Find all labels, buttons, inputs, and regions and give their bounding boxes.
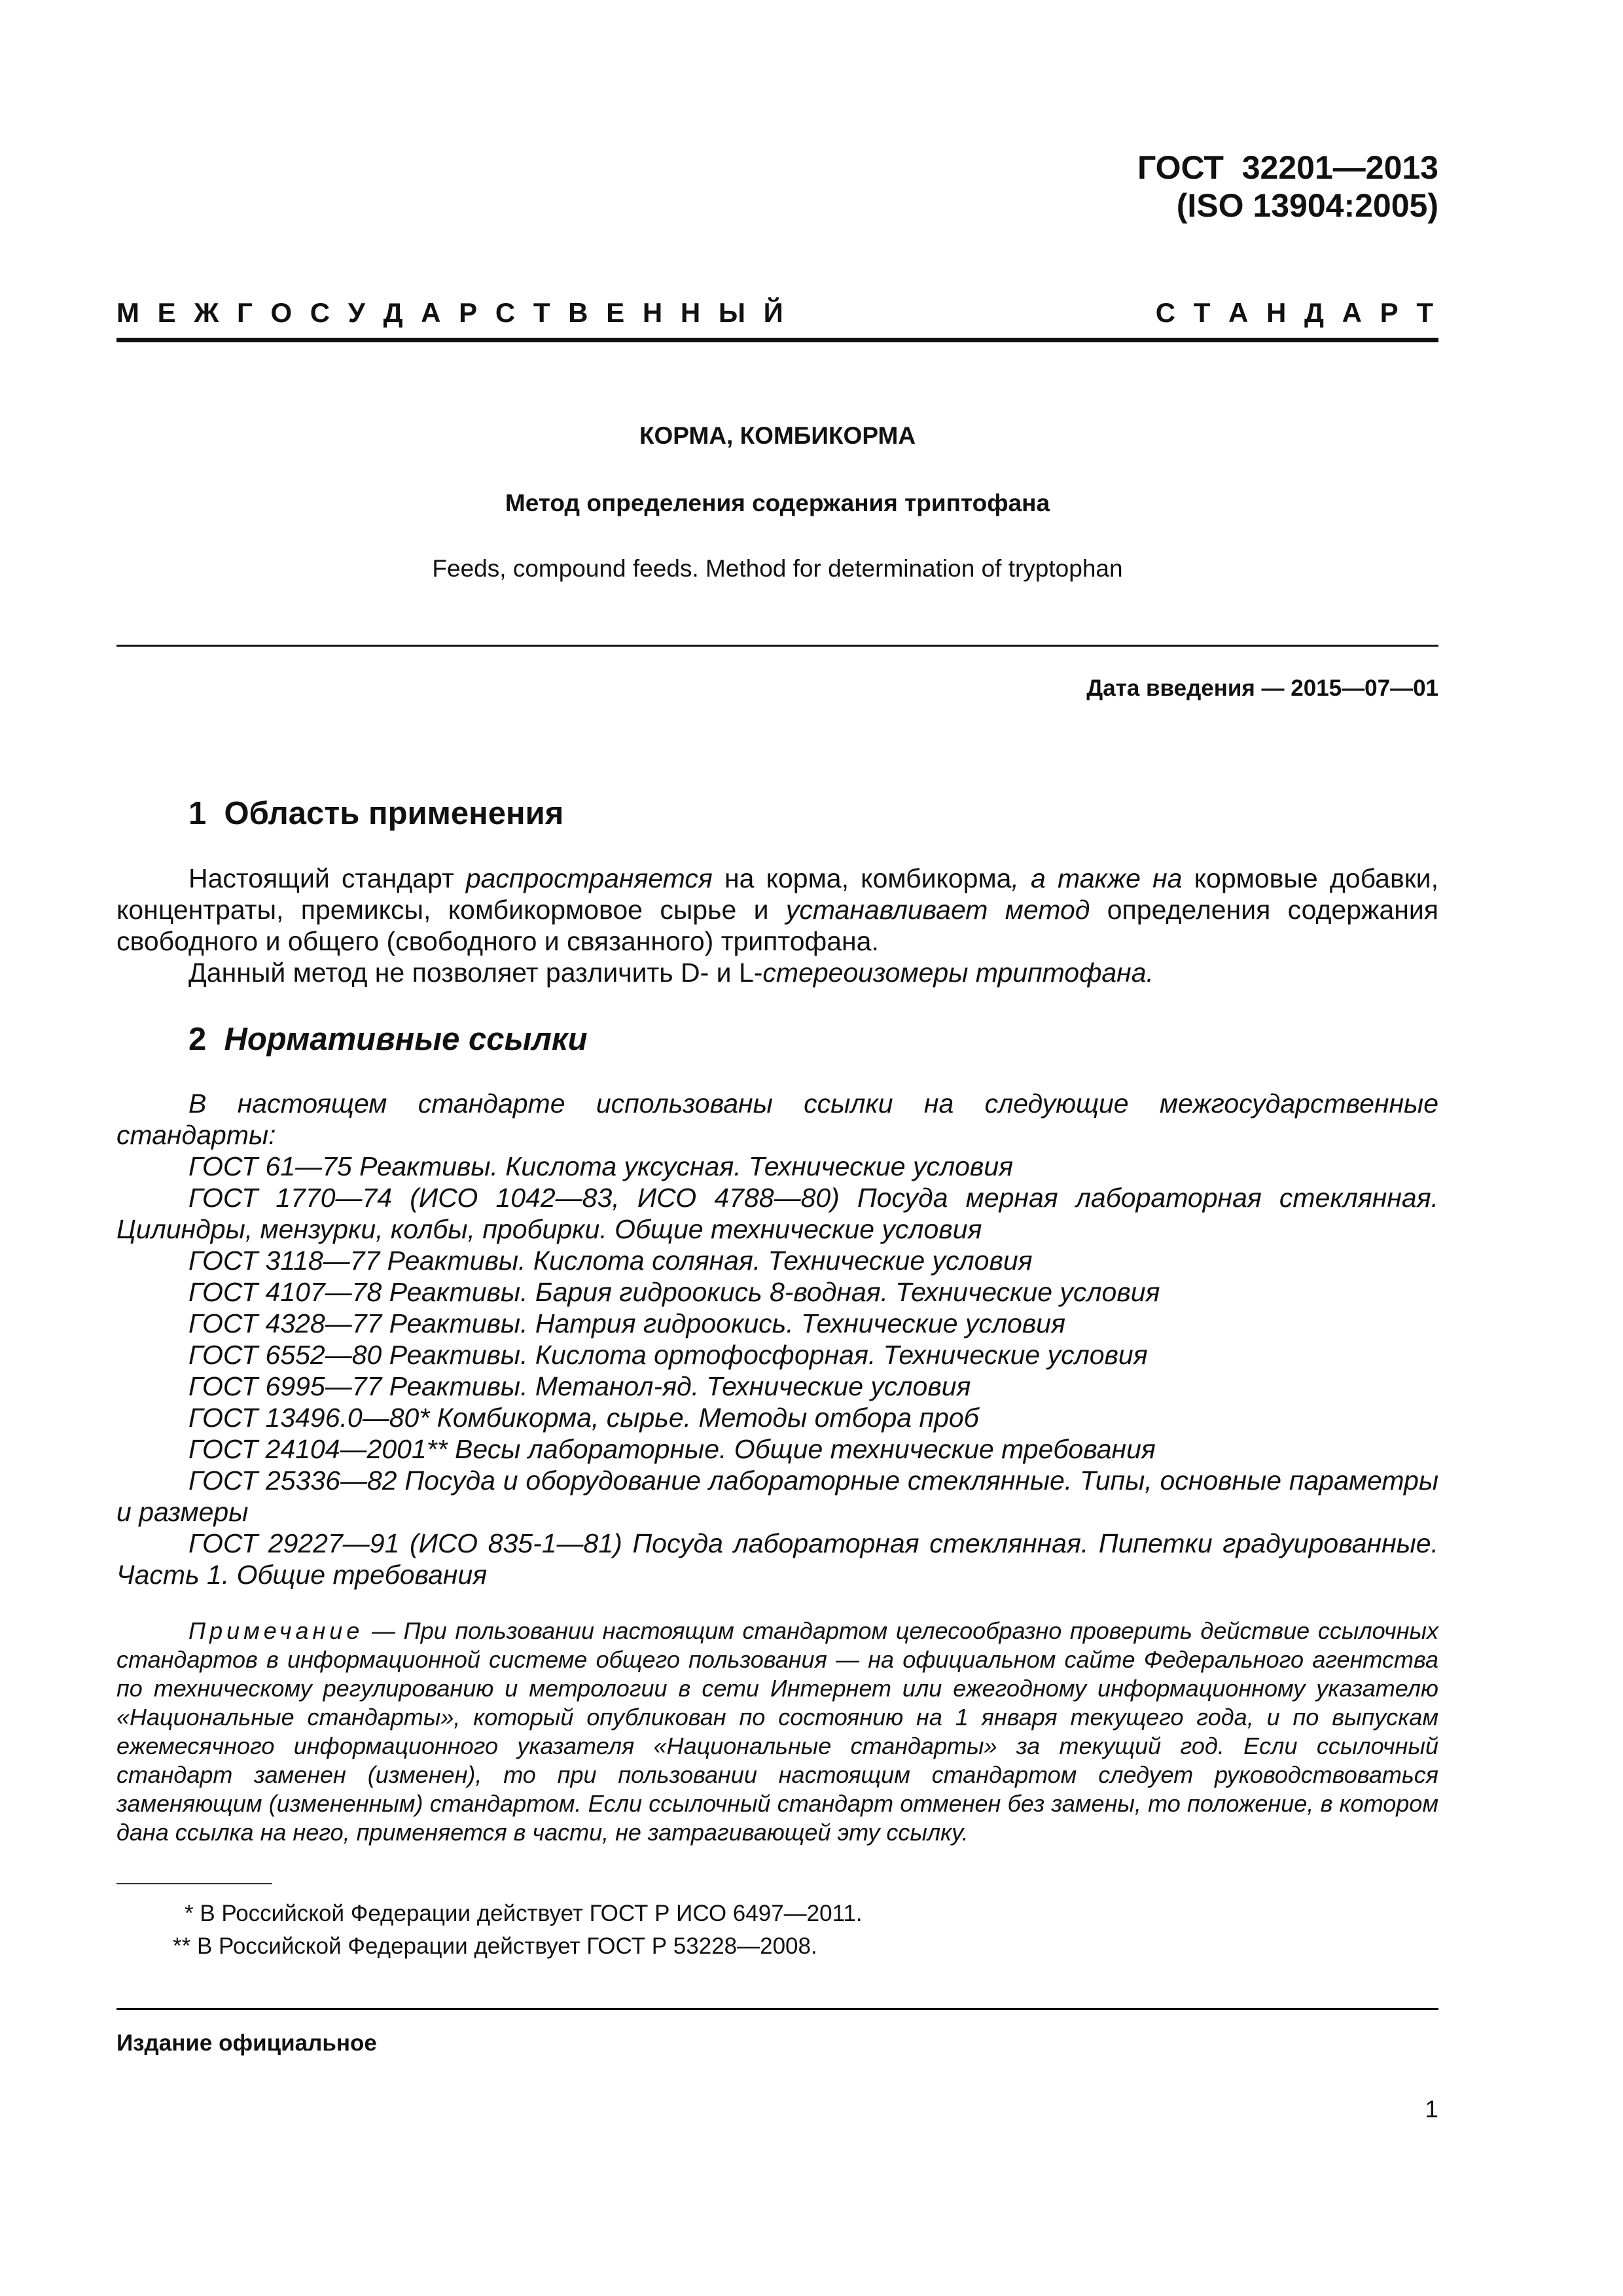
ref-gost-13496: ГОСТ 13496.0—80* Комбикорма, сырье. Методы отбора проб — [188, 1403, 979, 1433]
section-1-heading: 1 Область применения — [188, 796, 564, 831]
banner-standard: С Т А Н Д А Р Т — [1155, 297, 1438, 328]
iso-designation: (ISO 13904:2005) — [1176, 187, 1438, 224]
introduction-date: Дата введения — 2015—07—01 — [1086, 675, 1438, 701]
document-title: КОРМА, КОМБИКОРМА — [639, 422, 916, 449]
note-text: — При пользовании настоящим стандартом целесообразно проверить действие ссылочных стандартов в информационной системе общего пользования — на официальном сайте Федерального агентства по техническому регулированию и метрологии в сети Интернет или ежегодному информационному указателю «Национальные стандарты», который опубликован по состоянию на 1 января текущего года, и по выпускам ежемесячного информационного указателя «Национальные стандарты» за текущий год. Если ссылочный стандарт заменен (изменен), то при пользовании настоящим стандартом следует руководствоваться заменяющим (измененным) стандартом. Если ссылочный стандарт отменен без замены, то положение, в котором дана ссылка на него, применяется в части, не затрагивающей эту ссылку. — [116, 1617, 1438, 1846]
section-1-paragraph: Настоящий стандарт распространяется на корма, комбикорма, а также на кормовые добавки, концентраты, премиксы, комбикормовое сырье и устанавливает метод определения содержания свободного и общего (свободного и связанного) триптофана. — [116, 863, 1439, 956]
note-label: Примечание — [188, 1617, 364, 1644]
ref-gost-29227: ГОСТ 29227—91 (ИСО 835-1—81) Посуда лабораторная стеклянная. Пипетки градуированные. Часть 1. Общие требования — [116, 1528, 1438, 1590]
banner-interstate: М Е Ж Г О С У Д А Р С Т В Е Н Н Ы Й — [116, 297, 789, 328]
official-edition-label: Издание официальное — [116, 2030, 377, 2056]
section-1-paragraph-2: Данный метод не позволяет различить D- и L-стереоизомеры триптофана. — [188, 958, 1154, 988]
note-paragraph — [116, 1617, 1438, 1847]
section-2-heading: 2 Нормативные ссылки — [188, 1022, 588, 1057]
footer-rule — [116, 2008, 1438, 2010]
document-subtitle: Метод определения содержания триптофана — [505, 490, 1050, 516]
title-rule — [116, 645, 1438, 647]
banner-rule — [116, 338, 1438, 342]
standard-designation: ГОСТ 32201—2013 — [1137, 149, 1438, 186]
footnote-2: ** В Российской Федерации действует ГОСТ Р 53228—2008. — [173, 1933, 817, 1959]
ref-gost-3118: ГОСТ 3118—77 Реактивы. Кислота соляная. Технические условия — [188, 1246, 1033, 1276]
ref-gost-6552: ГОСТ 6552—80 Реактивы. Кислота ортофосфорная. Технические условия — [188, 1340, 1148, 1370]
ref-gost-1770: ГОСТ 1770—74 (ИСО 1042—83, ИСО 4788—80) Посуда мерная лабораторная стеклянная. Цилиндры, мензурки, колбы, пробирки. Общие технические условия — [116, 1183, 1438, 1244]
ref-gost-6995: ГОСТ 6995—77 Реактивы. Метанол-яд. Технические условия — [188, 1371, 971, 1401]
footnote-1: * В Российской Федерации действует ГОСТ Р ИСО 6497—2011. — [185, 1901, 863, 1926]
ref-gost-4107: ГОСТ 4107—78 Реактивы. Бария гидроокись 8-водная. Технические условия — [188, 1277, 1160, 1307]
ref-gost-4328: ГОСТ 4328—77 Реактивы. Натрия гидроокись. Технические условия — [188, 1308, 1065, 1338]
document-title-english: Feeds, compound feeds. Method for determination of tryptophan — [432, 555, 1123, 582]
ref-gost-25336: ГОСТ 25336—82 Посуда и оборудование лабораторные стеклянные. Типы, основные параметры и размеры — [116, 1465, 1438, 1527]
page-number: 1 — [1425, 2096, 1438, 2123]
ref-gost-24104: ГОСТ 24104—2001** Весы лабораторные. Общие технические требования — [188, 1434, 1156, 1464]
section-2-intro: В настоящем стандарте использованы ссылки на следующие межгосударственные стандарты: — [116, 1088, 1438, 1150]
ref-gost-61: ГОСТ 61—75 Реактивы. Кислота уксусная. Технические условия — [188, 1151, 1014, 1181]
footnote-separator — [116, 1883, 272, 1884]
